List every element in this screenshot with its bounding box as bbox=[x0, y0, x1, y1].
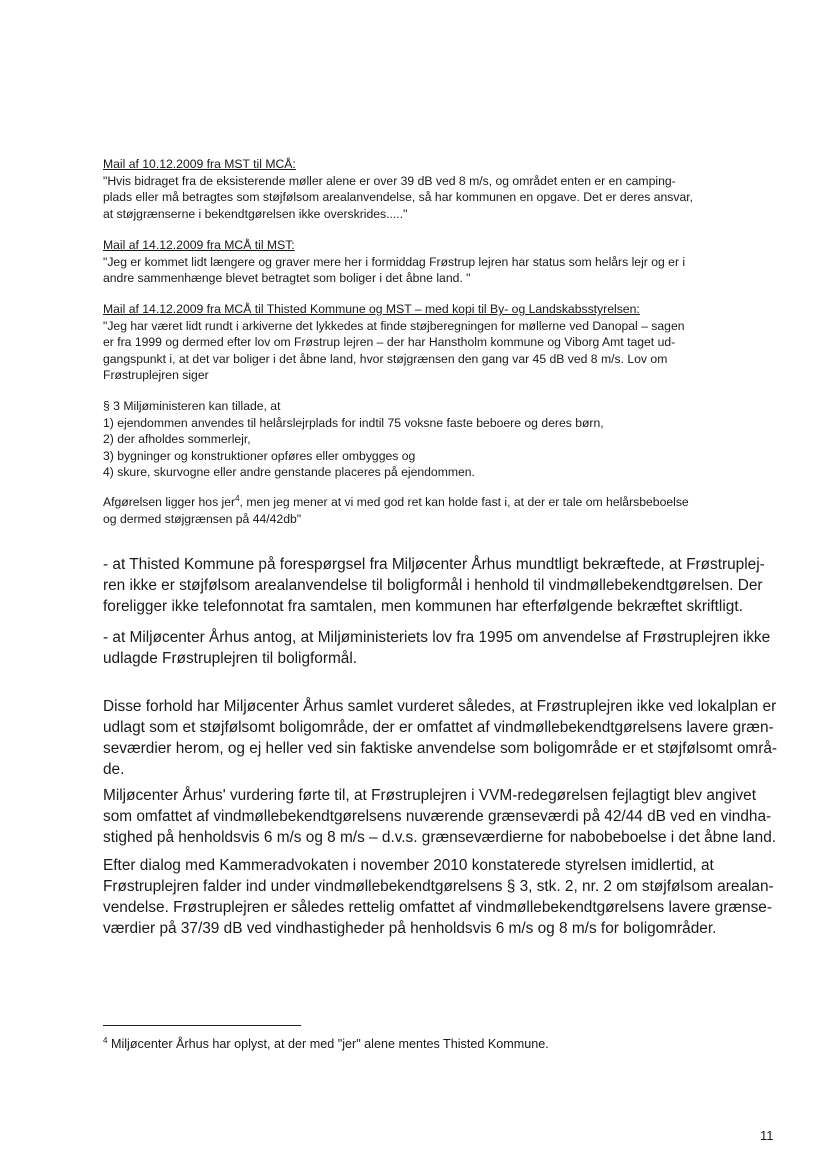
footnote-divider bbox=[103, 1025, 301, 1026]
afgoerelse-paragraph bbox=[103, 494, 773, 527]
mail-heading: Mail af 14.12.2009 fra MCÅ til Thisted Kommune og MST – med kopi til By- og Landskabsstyrelsen: bbox=[103, 302, 640, 316]
mail-text-line: andre sammenhænge blevet betragtet som boliger i det åbne land. " bbox=[103, 271, 471, 286]
body-paragraph-2 bbox=[103, 785, 777, 848]
paragraph-line: udlagt som et støjfølsomt boligområde, der er omfattet af vindmøllebekendtgørelsens lavere græn- bbox=[103, 719, 774, 736]
mail-block-3 bbox=[103, 301, 773, 384]
law-item: 4) skure, skurvogne eller andre genstande placeres på ejendommen. bbox=[103, 465, 475, 480]
afgoerelse-line-2: og dermed støjgrænsen på 44/42db" bbox=[103, 511, 302, 526]
mail-heading: Mail af 10.12.2009 fra MST til MCÅ: bbox=[103, 157, 296, 171]
paragraph-line: seværdier herom, og ej heller ved sin faktiske anvendelse som boligområde er et støjfølsomt områ- bbox=[103, 740, 778, 757]
law-item: 3) bygninger og konstruktioner opføres eller ombygges og bbox=[103, 448, 416, 463]
afgoerelse-text: Afgørelsen ligger hos jer bbox=[103, 495, 236, 509]
afgoerelse-text: , men jeg mener at vi med god ret kan holde fast i, at der er tale om helårsbeboelse bbox=[239, 495, 689, 509]
afgoerelse-line-1 bbox=[103, 494, 773, 511]
paragraph-line: Disse forhold har Miljøcenter Århus samlet vurderet således, at Frøstruplejren ikke ved lokalplan er bbox=[103, 698, 777, 715]
mail-text-line: at støjgrænserne i bekendtgørelsen ikke overskrides....." bbox=[103, 206, 408, 221]
paragraph-line: foreligger ikke telefonnotat fra samtalen, men kommunen har efterfølgende bekræftet skriftligt. bbox=[103, 598, 743, 615]
paragraph-line: vendelse. Frøstruplejren er således rettelig omfattet af vindmøllebekendtgørelsens lavere grænse- bbox=[103, 899, 772, 916]
law-item: 2) der afholdes sommerlejr, bbox=[103, 432, 251, 447]
mail-text-line: "Jeg har været lidt rundt i arkiverne det lykkedes at finde støjberegningen for møllerne ved Danopal – sagen bbox=[103, 318, 685, 333]
body-paragraph-1 bbox=[103, 696, 778, 780]
mail-block-1 bbox=[103, 156, 773, 222]
body-paragraph-3 bbox=[103, 855, 773, 939]
bullet-paragraph-2 bbox=[103, 627, 773, 669]
page-number: 11 bbox=[760, 1128, 774, 1143]
footnote-text: Miljøcenter Århus har oplyst, at der med "jer" alene mentes Thisted Kommune. bbox=[107, 1037, 549, 1051]
paragraph-line: de. bbox=[103, 761, 125, 778]
paragraph-line: ren ikke er støjfølsom arealanvendelse til boligformål i henhold til vindmøllebekendtgørelsen. Der bbox=[103, 577, 763, 594]
footnote-reference: 4 bbox=[235, 493, 240, 503]
law-excerpt bbox=[103, 398, 773, 481]
mail-heading: Mail af 14.12.2009 fra MCÅ til MST: bbox=[103, 238, 295, 252]
footnote bbox=[103, 1036, 549, 1052]
paragraph-line: Efter dialog med Kammeradvokaten i november 2010 konstaterede styrelsen imidlertid, at bbox=[103, 857, 714, 874]
mail-text-line: "Hvis bidraget fra de eksisterende møller alene er over 39 dB ved 8 m/s, og området enten er en camping- bbox=[103, 173, 676, 188]
paragraph-line: værdier på 37/39 dB ved vindhastigheder på henholdsvis 6 m/s og 8 m/s for boligområder. bbox=[103, 920, 717, 937]
paragraph-line: udlagde Frøstruplejren til boligformål. bbox=[103, 650, 358, 667]
law-item: 1) ejendommen anvendes til helårslejrplads for indtil 75 voksne faste beboere og deres børn, bbox=[103, 415, 604, 430]
paragraph-line: - at Miljøcenter Århus antog, at Miljøministeriets lov fra 1995 om anvendelse af Frøstruplejren ikke bbox=[103, 629, 771, 646]
paragraph-line: stighed på henholdsvis 6 m/s og 8 m/s – d.v.s. grænseværdierne for nabobeboelse i det åbne land. bbox=[103, 829, 777, 846]
footnote-mark: 4 bbox=[103, 1035, 108, 1045]
paragraph-line: Frøstruplejren falder ind under vindmøllebekendtgørelsens § 3, stk. 2, nr. 2 om støjfølsom arealan- bbox=[103, 878, 774, 895]
paragraph-line: - at Thisted Kommune på forespørgsel fra Miljøcenter Århus mundtligt bekræftede, at Frøstruplej- bbox=[103, 556, 765, 573]
paragraph-line: Miljøcenter Århus' vurdering førte til, at Frøstruplejren i VVM-redegørelsen fejlagtigt blev angivet bbox=[103, 787, 757, 804]
bullet-paragraph-1 bbox=[103, 554, 773, 617]
paragraph-line: som omfattet af vindmøllebekendtgørelsens nuværende grænseværdi på 42/44 dB ved en vindha- bbox=[103, 808, 772, 825]
mail-text-line: plads eller må betragtes som støjfølsom arealanvendelse, så har kommunen en opgave. Det er deres ansvar, bbox=[103, 190, 694, 205]
mail-block-2 bbox=[103, 237, 773, 287]
mail-text-line: "Jeg er kommet lidt længere og graver mere her i formiddag Frøstrup lejren har status som helårs lejr og er i bbox=[103, 254, 686, 269]
mail-text-line: er fra 1999 og dermed efter lov om Frøstrup lejren – der har Hanstholm kommune og Viborg Amt taget ud- bbox=[103, 335, 676, 350]
law-intro: § 3 Miljøministeren kan tillade, at bbox=[103, 399, 281, 413]
mail-text-line: gangspunkt i, at det var boliger i det åbne land, hvor støjgrænsen den gang var 45 dB ved 8 m/s. Lov om bbox=[103, 351, 668, 366]
mail-text-line: Frøstruplejren siger bbox=[103, 368, 209, 383]
